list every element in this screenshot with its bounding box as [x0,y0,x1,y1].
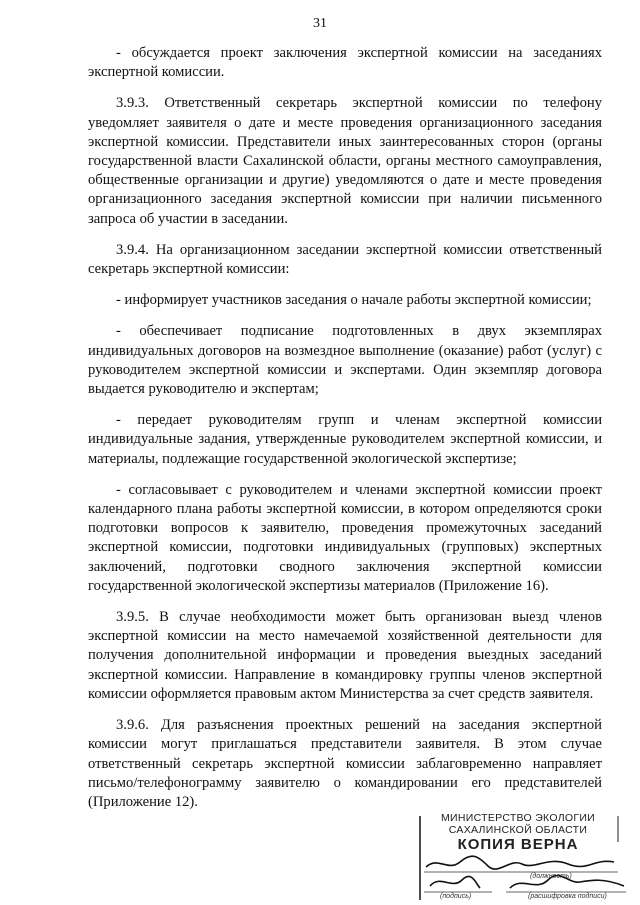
handwritten-signature [430,876,480,888]
stamp-caption-signature: (подпись) [440,893,472,900]
stamp-certified-copy: КОПИЯ ВЕРНА [457,836,579,853]
page-number: 31 [313,16,327,31]
handwritten-position [426,856,614,869]
paragraph-3-9-3: 3.9.3. Ответственный секретарь экспертной комиссии по телефону уведомляет заявителя о дате и месте проведения организационного заседания экспертной комиссии. Представители иных заинтересованных сторон (органы государственной власти Сахалинской области, органы местного самоуправления, общественные организации и другие) уведомляются о дате и месте проведения организационного заседания экспертной комиссии при наличии письменного запроса об участии в заседании. [88,95,602,227]
paragraph-bullet-discussion: - обсуждается проект заключения экспертной комиссии на заседаниях экспертной комиссии. [88,45,602,81]
paragraph-bullet-contracts: - обеспечивает подписание подготовленных в двух экземплярах индивидуальных договоров на возмездное выполнение (оказание) работ (услуг) с руководителем экспертной комиссии и экспертами. Один экземпляр договора выдается руководителю и экспертам; [88,323,602,398]
stamp-region-line: САХАЛИНСКОЙ ОБЛАСТИ [448,824,588,836]
document-body [88,44,602,812]
certification-stamp [418,812,630,902]
paragraph-bullet-plan: - согласовывает с руководителем и членами экспертной комиссии проект календарного плана работы экспертной комиссии, в котором определяются сроки подготовки вопросов к заявителю, проведения промежуточных заседаний экспертной комиссии, подготовки индивидуальных (групповых) экспертных заключений, подготовки сводного заключения экспертной комиссии государственной экологической экспертизы материалов (Приложение 16). [88,481,602,594]
paragraph-bullet-inform: - информирует участников заседания о начале работы экспертной комиссии; [116,292,592,309]
stamp-ministry-line: МИНИСТЕРСТВО ЭКОЛОГИИ [440,812,596,824]
stamp-caption-decoding: (расшифровка подписи) [528,893,607,900]
paragraph-3-9-6: 3.9.6. Для разъяснения проектных решений на заседания экспертной комиссии могут приглашаться представители заявителя. В этом случае ответственный секретарь экспертной комиссии заблаговременно направляет письмо/телефонограмму заявителю о командировании его представителей (Приложение 12). [88,717,602,810]
stamp-caption-position: (должность) [530,873,572,880]
paragraph-bullet-tasks: - передает руководителям групп и членам экспертной комиссии индивидуальные задания, утвержденные руководителем экспертной комиссии, и материалы, подлежащие государственной экологической экспертизе; [88,412,602,467]
paragraph-3-9-4: 3.9.4. На организационном заседании экспертной комиссии ответственный секретарь экспертной комиссии: [88,241,602,278]
paragraph-3-9-5: 3.9.5. В случае необходимости может быть организован выезд членов экспертной комиссии на место намечаемой хозяйственной деятельности для получения дополнительной информации и проведения выездных заседаний экспертной комиссии. Направление в командировку группы членов экспертной комиссии оформляется правовым актом Министерства за счет средств заявителя. [88,609,602,702]
